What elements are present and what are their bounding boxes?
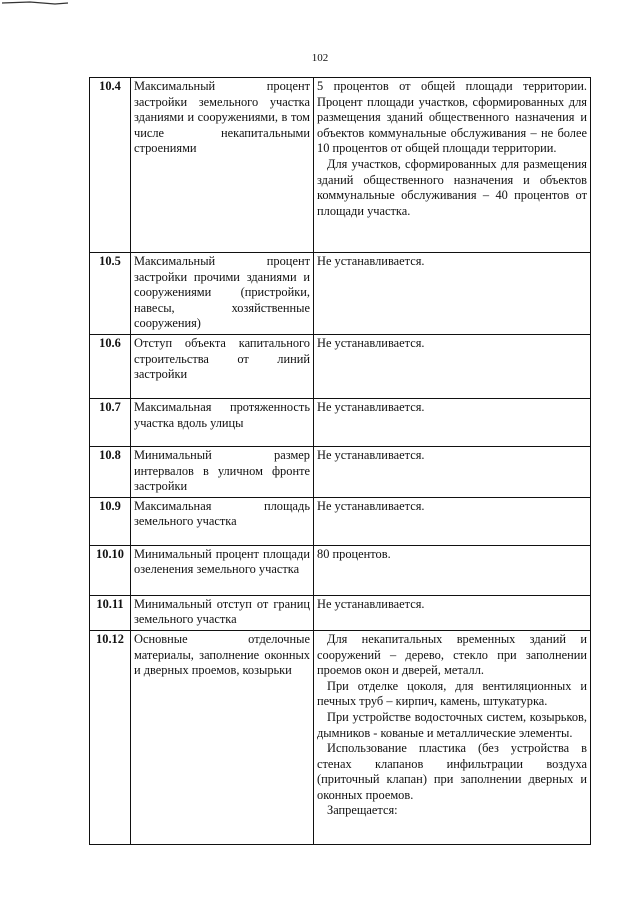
value-paragraph: Не устанавливается. bbox=[317, 498, 425, 513]
parameter-value bbox=[314, 545, 591, 595]
value-paragraph: Не устанавливается. bbox=[317, 596, 425, 611]
parameter-name: Максимальный процент застройки земельного участка зданиями и сооружениями, в том числе некапитальными строениями bbox=[131, 78, 314, 253]
parameter-name: Максимальная протяженность участка вдоль улицы bbox=[131, 398, 314, 446]
table-row bbox=[90, 446, 591, 497]
table-row bbox=[90, 595, 591, 630]
parameter-name: Максимальный процент застройки прочими зданиями и сооружениями (пристройки, навесы, хозяйственные сооружения) bbox=[131, 253, 314, 335]
parameter-value bbox=[314, 446, 591, 497]
table-row bbox=[90, 78, 591, 253]
row-number: 10.7 bbox=[90, 398, 131, 446]
page-number: 102 bbox=[311, 52, 329, 64]
row-number: 10.11 bbox=[90, 595, 131, 630]
value-paragraph: Запрещается: bbox=[327, 803, 398, 818]
value-paragraph: Не устанавливается. bbox=[317, 254, 425, 268]
table-row bbox=[90, 398, 591, 446]
value-paragraph: Для участков, сформированных для размещения зданий общественного назначения и объектов коммунальные обслуживания – 40 процентов от площади участка. bbox=[317, 156, 587, 218]
parameter-value bbox=[314, 497, 591, 545]
table-row bbox=[90, 545, 591, 595]
value-paragraph: Для некапитальных временных зданий и сооружений – дерево, стекло при заполнении проемов окон и дверей, металл. bbox=[317, 631, 587, 678]
row-number: 10.10 bbox=[90, 545, 131, 595]
table-row bbox=[90, 497, 591, 545]
row-number: 10.5 bbox=[90, 253, 131, 335]
parameter-name: Отступ объекта капитального строительства от линий застройки bbox=[131, 334, 314, 398]
regulations-table bbox=[89, 77, 591, 845]
row-number: 10.8 bbox=[90, 446, 131, 497]
parameter-value bbox=[314, 334, 591, 398]
value-paragraph: Не устанавливается. bbox=[317, 399, 425, 414]
row-number: 10.4 bbox=[90, 78, 131, 253]
parameter-name: Основные отделочные материалы, заполнение оконных и дверных проемов, козырьки bbox=[131, 630, 314, 844]
value-paragraph: Не устанавливается. bbox=[317, 447, 425, 462]
value-paragraph: 5 процентов от общей площади территории. Процент площади участков, сформированных для размещения зданий общественного назначения и объектов коммунальные обслуживания – не более 10 процентов от общей площади территории. bbox=[317, 79, 587, 156]
parameter-name: Минимальный процент площади озеленения земельного участка bbox=[131, 545, 314, 595]
row-number: 10.9 bbox=[90, 497, 131, 545]
parameter-value bbox=[314, 595, 591, 630]
scan-artifact bbox=[0, 0, 70, 10]
row-number: 10.12 bbox=[90, 630, 131, 844]
table-row bbox=[90, 253, 591, 335]
row-number: 10.6 bbox=[90, 334, 131, 398]
value-paragraph: Использование пластика (без устройства в стенах клапанов инфильтрации воздуха (приточный клапан) при заполнении дверных и оконных проемов. bbox=[317, 741, 587, 802]
value-paragraph: При отделке цоколя, для вентиляционных и печных труб – кирпич, камень, штукатурка. bbox=[317, 678, 587, 709]
value-paragraph: 80 процентов. bbox=[317, 546, 391, 561]
table-row bbox=[90, 630, 591, 844]
value-paragraph: Не устанавливается. bbox=[317, 335, 425, 350]
parameter-name: Минимальный отступ от границ земельного участка bbox=[131, 595, 314, 630]
parameter-value bbox=[314, 253, 591, 335]
table-row bbox=[90, 334, 591, 398]
parameter-name: Минимальный размер интервалов в уличном фронте застройки bbox=[131, 446, 314, 497]
parameter-name: Максимальная площадь земельного участка bbox=[131, 497, 314, 545]
value-paragraph: При устройстве водосточных систем, козырьков, дымников - кованые и металлические элементы. bbox=[317, 709, 587, 740]
parameter-value bbox=[314, 398, 591, 446]
parameter-value bbox=[314, 630, 591, 844]
parameter-value bbox=[314, 78, 591, 253]
